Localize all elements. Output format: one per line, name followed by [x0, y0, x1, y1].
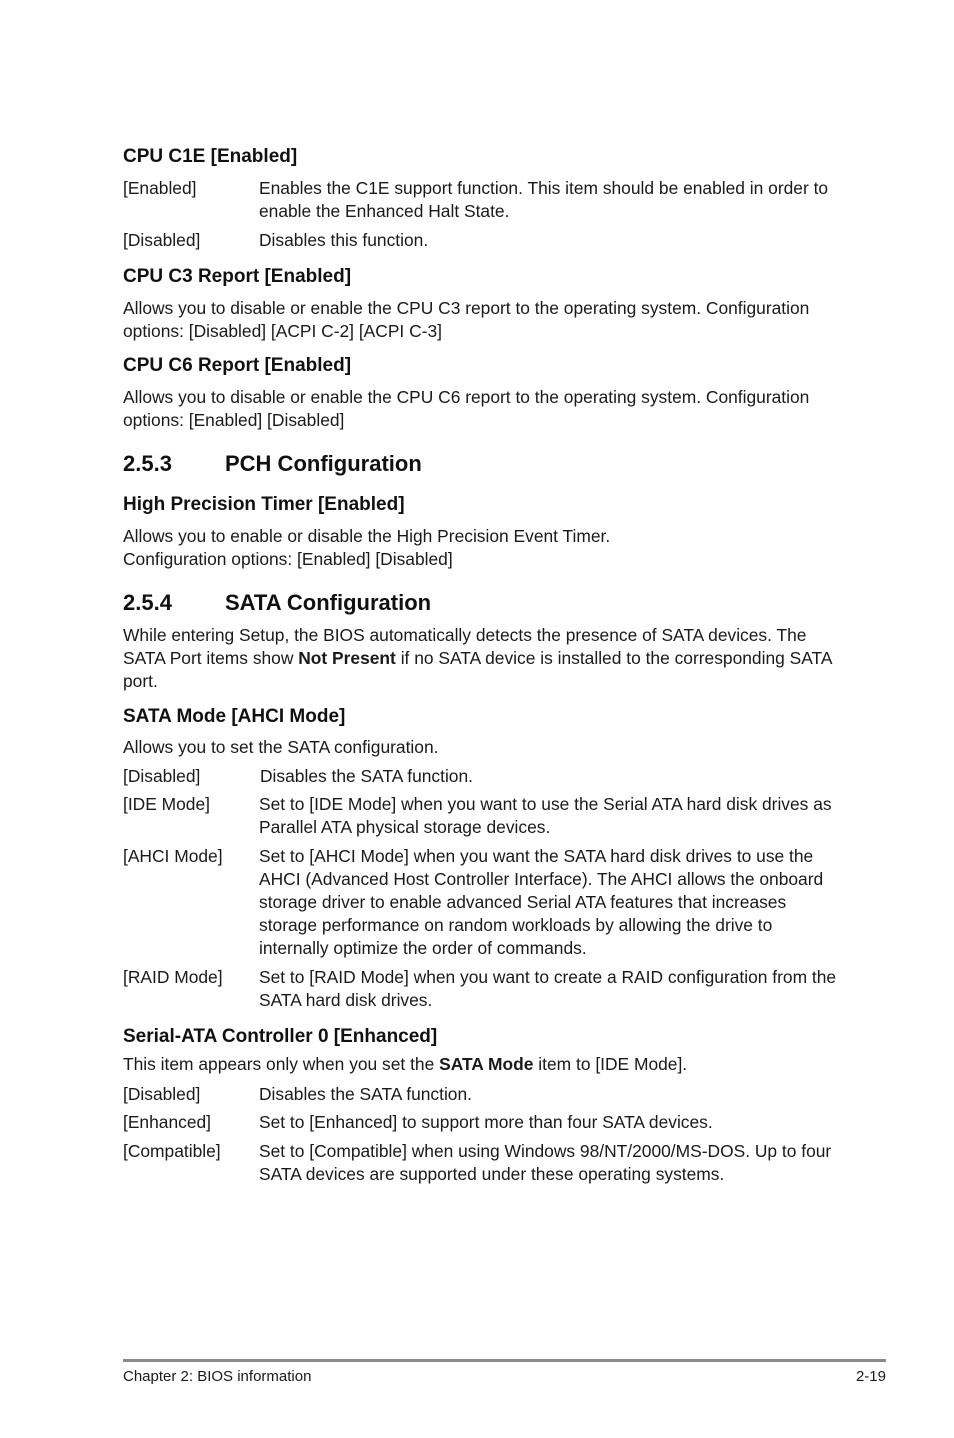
- option-row: [123, 765, 843, 788]
- footer-rule: [123, 1359, 886, 1362]
- option-desc: Set to [IDE Mode] when you want to use the Serial ATA hard disk drives as Parallel ATA physical storage devices.: [259, 794, 832, 837]
- section-number: 2.5.3: [123, 451, 172, 476]
- section-2-5-3-heading: [123, 450, 422, 478]
- option-desc: Disables this function.: [259, 230, 429, 250]
- option-row: [123, 1111, 843, 1134]
- option-key: [AHCI Mode]: [123, 846, 223, 866]
- text-part: This item appears only when you set the: [123, 1054, 440, 1074]
- option-desc: Set to [AHCI Mode] when you want the SATA hard disk drives to use the AHCI (Advanced Host Controller Interface). The AHCI allows the onboard storage driver to enable advanced Serial ATA features that increases storage performance on random workloads by allowing the drive to internally optimize the order of commands.: [259, 846, 824, 958]
- option-row: [123, 793, 843, 839]
- option-desc: Set to [RAID Mode] when you want to create a RAID configuration from the SATA hard disk drives.: [259, 967, 837, 1010]
- intro-bold: Not Present: [298, 648, 396, 668]
- cpu-c6-text: Allows you to disable or enable the CPU C6 report to the operating system. Configuration options: [Enabled] [Disabled]: [123, 387, 810, 430]
- section-title: PCH Configuration: [225, 451, 422, 476]
- option-key: [Disabled]: [123, 1084, 201, 1104]
- option-row: [123, 177, 843, 223]
- sata-mode-heading: SATA Mode [AHCI Mode]: [123, 706, 346, 727]
- footer-chapter: Chapter 2: BIOS information: [123, 1368, 312, 1385]
- hpt-heading: High Precision Timer [Enabled]: [123, 494, 405, 515]
- sata-intro-text: [123, 624, 843, 693]
- sata-controller-text: [123, 1053, 843, 1076]
- option-row: [123, 966, 843, 1012]
- footer-page-number: 2-19: [855, 1368, 886, 1385]
- section-number: 2.5.4: [123, 590, 172, 615]
- option-desc: Disables the SATA function.: [260, 766, 473, 786]
- option-desc: Set to [Enhanced] to support more than four SATA devices.: [259, 1112, 713, 1132]
- cpu-c3-heading: CPU C3 Report [Enabled]: [123, 266, 352, 287]
- option-desc: Set to [Compatible] when using Windows 98/NT/2000/MS-DOS. Up to four SATA devices are supported under these operating systems.: [259, 1141, 832, 1184]
- intro-part: if no SATA device is installed to the corresponding SATA port.: [123, 648, 832, 691]
- option-row: [123, 229, 843, 252]
- option-key: [Disabled]: [123, 766, 201, 786]
- section-title: SATA Configuration: [225, 590, 432, 615]
- sata-controller-heading: Serial-ATA Controller 0 [Enhanced]: [123, 1026, 438, 1047]
- hpt-text-line2: Configuration options: [Enabled] [Disabled]: [123, 549, 453, 569]
- section-2-5-4-heading: [123, 589, 431, 617]
- option-desc: Enables the C1E support function. This item should be enabled in order to enable the Enhanced Halt State.: [259, 178, 829, 221]
- option-desc: Disables the SATA function.: [259, 1084, 472, 1104]
- option-key: [RAID Mode]: [123, 967, 223, 987]
- cpu-c6-heading: CPU C6 Report [Enabled]: [123, 355, 352, 376]
- option-key: [Compatible]: [123, 1141, 221, 1161]
- option-row: [123, 1083, 843, 1106]
- option-key: [IDE Mode]: [123, 794, 210, 814]
- cpu-c3-text: Allows you to disable or enable the CPU C3 report to the operating system. Configuration options: [Disabled] [ACPI C-2] [ACPI C-3]: [123, 298, 810, 341]
- option-key: [Enabled]: [123, 178, 197, 198]
- option-row: [123, 1140, 843, 1186]
- option-key: [Enhanced]: [123, 1112, 211, 1132]
- sata-mode-text: Allows you to set the SATA configuration.: [123, 737, 439, 757]
- intro-part: While entering Setup, the BIOS automatically detects the presence of SATA devices. The SATA Port items show: [123, 625, 807, 668]
- text-part: item to [IDE Mode].: [533, 1054, 688, 1074]
- hpt-text-line1: Allows you to enable or disable the High Precision Event Timer.: [123, 526, 611, 546]
- cpu-c1e-heading: CPU C1E [Enabled]: [123, 146, 298, 167]
- option-row: [123, 845, 843, 960]
- text-bold: SATA Mode: [439, 1054, 534, 1074]
- option-key: [Disabled]: [123, 230, 201, 250]
